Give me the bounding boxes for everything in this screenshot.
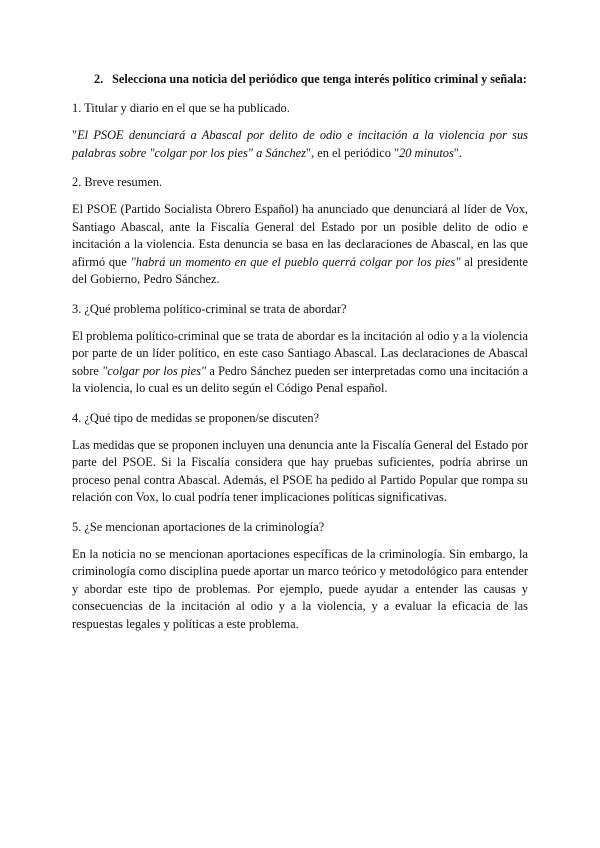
answer-1-end: ". [453, 145, 462, 160]
quote-open: " [72, 128, 78, 142]
document-page [72, 70, 528, 644]
question-4: 4. ¿Qué tipo de medidas se proponen/se discuten? [72, 410, 320, 425]
answer-4: Las medidas que se proponen incluyen una denuncia ante la Fiscalía General del Estado por parte del PSOE. Si la Fiscalía considera que hay pruebas suficientes, podría abrirse un proceso penal contra Abascal. Además, el PSOE ha pedido al Partido Popular que rompa su relación con Vox, lo cual podría tener implicaciones políticas significativas. [72, 437, 528, 504]
answer-2 [72, 201, 528, 289]
answer-3-quote: "colgar por los pies" [102, 363, 207, 378]
answer-1 [72, 127, 528, 162]
question-5: 5. ¿Se mencionan aportaciones de la criminología? [72, 519, 325, 534]
answer-3-part2: a Pedro Sánchez pueden ser interpretadas como una incitación a la violencia, lo cual es un delito según el Código Penal español. [72, 363, 529, 395]
answer-5: En la noticia no se mencionan aportaciones específicas de la criminología. Sin embargo, la criminología como disciplina puede aportar un marco teórico y metodológico para entender y abordar este tipo de problemas. Por ejemplo, puede ayudar a entender las causas y consecuencias de la incitación al odio y a la violencia, y a evaluar la eficacia de las respuestas legales y políticas a este problema. [72, 546, 528, 631]
newspaper-name: 20 minutos [399, 145, 454, 160]
heading-number: 2. [94, 72, 104, 86]
question-3: 3. ¿Qué problema político-criminal se trata de abordar? [72, 301, 347, 316]
question-2: 2. Breve resumen. [72, 175, 163, 189]
answer-1-mid: ", en el periódico " [306, 145, 400, 160]
news-headline: El PSOE denunciará a Abascal por delito de odio e incitación a la violencia por sus palabras sobre "colgar por los pies" a Sánchez [72, 128, 528, 160]
answer-2-part2: al presidente del Gobierno, Pedro Sánchez. [72, 254, 528, 286]
heading-text: Selecciona una noticia del periódico que tenga interés político criminal y señala: [112, 72, 527, 86]
answer-3-part1: El problema político-criminal que se trata de abordar es la incitación al odio y a la violencia por parte de un líder político, en este caso Santiago Abascal. Las declaraciones de Abascal sobre [72, 328, 528, 378]
answer-2-quote: "habrá un momento en que el pueblo querrá colgar por los pies" [130, 254, 461, 269]
answer-3 [72, 328, 528, 398]
question-1: 1. Titular y diario en el que se ha publicado. [72, 101, 290, 115]
assignment-heading [94, 70, 528, 88]
answer-2-part1: El PSOE (Partido Socialista Obrero Español) ha anunciado que denunciará al líder de Vox, Santiago Abascal, ante la Fiscalía General del Estado por un posible delito de odio e incitación a la violencia. Esta denuncia se basa en las declaraciones de Abascal, en las que afirmó que [72, 202, 528, 269]
